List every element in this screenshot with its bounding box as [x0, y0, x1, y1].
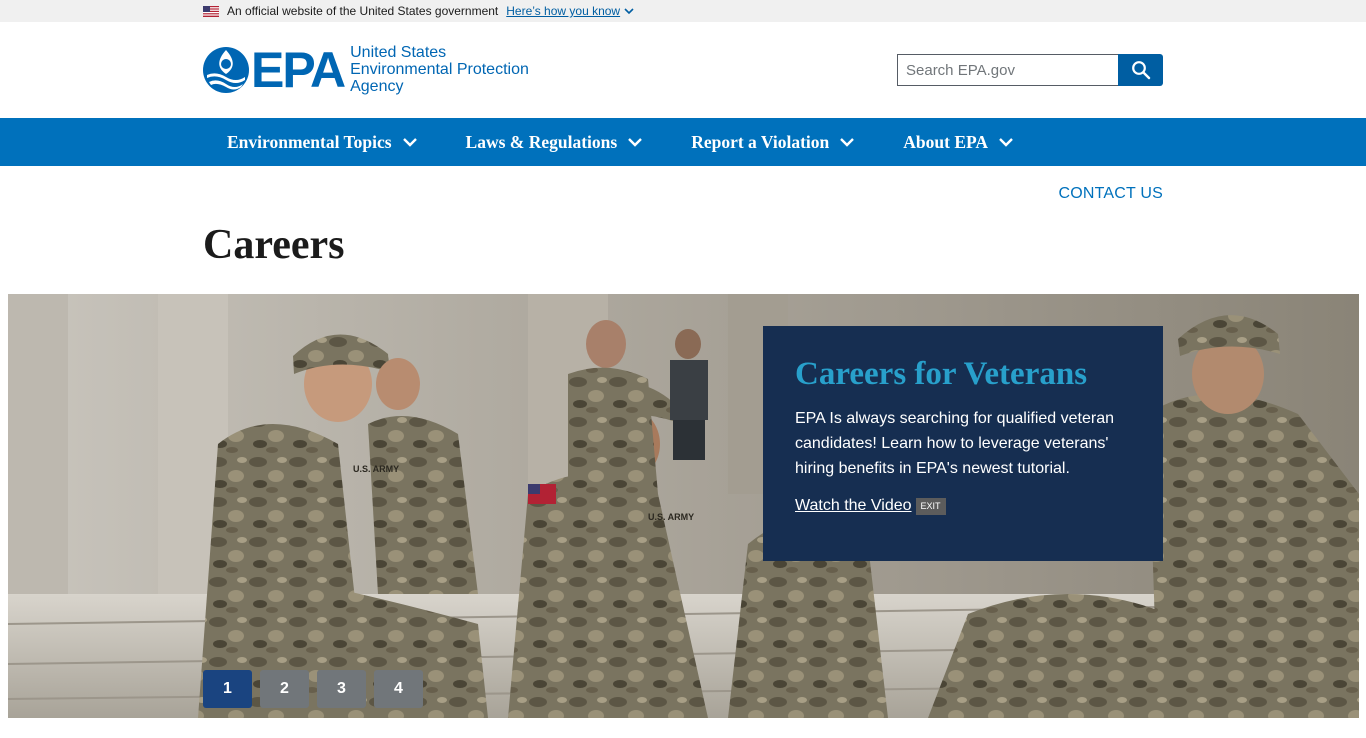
main-nav-items	[203, 118, 1038, 166]
hero-slideshow	[8, 294, 1359, 718]
how-you-know-link[interactable]	[506, 4, 634, 18]
photo-nametape: U.S. ARMY	[648, 512, 695, 522]
hero-title: Careers for Veterans	[795, 356, 1088, 392]
hero-description: EPA Is always searching for qualified veteran candidates! Learn how to leverage veterans' hiring benefits in EPA's newest tutorial.	[795, 410, 1114, 477]
photo-nametape: U.S. ARMY	[353, 464, 400, 474]
chevron-down-icon	[839, 137, 855, 147]
search-icon	[1131, 60, 1151, 80]
slide-3-button[interactable]: 3	[317, 670, 366, 708]
us-flag-icon	[203, 6, 219, 17]
nav-item-label: Laws & Regulations	[465, 131, 618, 152]
gov-banner	[0, 0, 1366, 22]
epa-logo-link[interactable]	[203, 41, 529, 98]
chevron-down-icon	[998, 137, 1014, 147]
agency-name-line: United States	[350, 44, 447, 61]
nav-item-label: Report a Violation	[691, 131, 830, 152]
nav-item-about-epa[interactable]	[879, 118, 1038, 166]
nav-item-report-violation[interactable]	[667, 118, 879, 166]
nav-item-label: Environmental Topics	[227, 131, 392, 152]
chevron-down-icon	[627, 137, 643, 147]
hero-card	[763, 326, 1163, 561]
how-you-know-label: Here’s how you know	[506, 4, 621, 18]
nav-item-laws-regulations[interactable]	[442, 118, 668, 166]
search-button[interactable]	[1118, 54, 1163, 86]
search-form	[897, 54, 1163, 86]
epa-logo-wordmark: EPA	[251, 41, 345, 98]
agency-name-line: Environmental Protection	[350, 61, 529, 78]
exit-badge: EXIT	[916, 498, 946, 515]
slide-4-button[interactable]: 4	[374, 670, 423, 708]
agency-name	[350, 44, 529, 95]
page-title: Careers	[203, 222, 345, 268]
gov-banner-content	[203, 0, 634, 22]
search-input[interactable]	[897, 54, 1118, 86]
slideshow-pager	[203, 670, 431, 708]
nav-item-environmental-topics[interactable]	[203, 118, 442, 166]
chevron-down-icon	[402, 137, 418, 147]
slide-2-button[interactable]: 2	[260, 670, 309, 708]
contact-us-link[interactable]: CONTACT US	[1058, 185, 1163, 202]
nav-item-label: About EPA	[903, 131, 989, 152]
main-nav	[0, 118, 1366, 166]
slide-1-button[interactable]: 1	[203, 670, 252, 708]
watch-video-link[interactable]: Watch the Video	[795, 497, 912, 514]
site-header	[0, 22, 1366, 118]
chevron-down-icon	[624, 8, 634, 15]
agency-name-line: Agency	[350, 78, 404, 95]
gov-banner-text: An official website of the United States government	[227, 4, 499, 18]
hero-link-row	[795, 497, 1131, 515]
epa-logo-icon	[203, 47, 249, 93]
